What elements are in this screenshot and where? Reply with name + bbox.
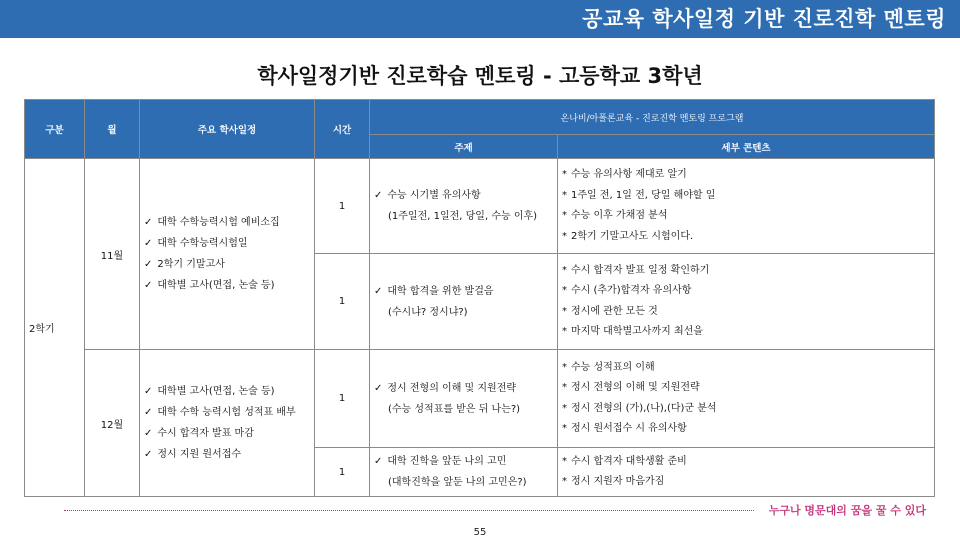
schedule-item: ✓ 대학별 고사(면접, 논술 등) — [144, 275, 310, 296]
topic-item: ✓ 대학 합격을 위한 발걸음 — [374, 281, 553, 302]
month-cell: 11월 — [85, 159, 140, 350]
header-program: 온나비/아폴론교육 - 진로진학 멘토링 프로그램 — [370, 100, 935, 135]
schedule-item: ✓ 수시 합격자 발표 마감 — [144, 423, 310, 444]
top-banner: 공교육 학사일정 기반 진로진학 멘토링 — [0, 0, 960, 38]
time-cell: 1 — [315, 448, 370, 497]
topic-subtext: (수능 성적표를 받은 뒤 나는?) — [388, 403, 521, 415]
header-time: 시간 — [315, 100, 370, 159]
footer-divider — [64, 510, 754, 511]
table-row — [25, 350, 935, 448]
details-cell — [558, 159, 935, 254]
schedule-cell — [140, 159, 315, 350]
schedule-item: ✓ 2학기 기말고사 — [144, 254, 310, 275]
detail-item: * 2학기 기말고사도 시험이다. — [562, 227, 930, 248]
details-cell — [558, 448, 935, 497]
detail-item: * 정시 전형의 이해 및 지원전략 — [562, 378, 930, 399]
detail-item: * 수시 합격자 발표 일정 확인하기 — [562, 261, 930, 282]
detail-item: * 수시 합격자 대학생활 준비 — [562, 452, 930, 473]
topic-item: ✓ 대학 진학을 앞둔 나의 고민 — [374, 451, 553, 472]
detail-item: * 정시에 관한 모든 것 — [562, 302, 930, 323]
schedule-cell — [140, 350, 315, 497]
header-division: 구분 — [25, 100, 85, 159]
schedule-item: ✓ 대학별 고사(면접, 논술 등) — [144, 381, 310, 402]
header-details: 세부 콘텐츠 — [558, 135, 935, 159]
topic-cell — [370, 448, 558, 497]
schedule-item: ✓ 대학 수학능력시험일 — [144, 233, 310, 254]
time-cell: 1 — [315, 159, 370, 254]
topic-cell — [370, 254, 558, 350]
footer-motto: 누구나 명문대의 꿈을 꿀 수 있다 — [768, 504, 926, 517]
time-cell: 1 — [315, 254, 370, 350]
table-row — [25, 159, 935, 254]
detail-item: * 정시 전형의 (가),(나),(다)군 분석 — [562, 399, 930, 420]
topic-item: ✓ 정시 전형의 이해 및 지원전략 — [374, 378, 553, 399]
header-month: 월 — [85, 100, 140, 159]
detail-item: * 수능 유의사항 제대로 알기 — [562, 165, 930, 186]
topic-cell — [370, 159, 558, 254]
schedule-item: ✓ 대학 수학 능력시험 성적표 배부 — [144, 402, 310, 423]
details-cell — [558, 350, 935, 448]
detail-item: * 정시 지원자 마음가짐 — [562, 472, 930, 493]
topic-item: ✓ 수능 시기별 유의사항 — [374, 185, 553, 206]
detail-item: * 정시 원서접수 시 유의사항 — [562, 419, 930, 440]
schedule-table — [24, 99, 935, 497]
page-title: 학사일정기반 진로학습 멘토링 - 고등학교 3학년 — [257, 64, 703, 88]
header-topic: 주제 — [370, 135, 558, 159]
time-cell: 1 — [315, 350, 370, 448]
topic-subtext: (수시냐? 정시냐?) — [388, 306, 468, 318]
topic-subtext: (1주일전, 1일전, 당일, 수능 이후) — [388, 211, 538, 222]
semester-cell: 2학기 — [25, 159, 85, 497]
detail-item: * 수능 성적표의 이해 — [562, 358, 930, 379]
details-cell — [558, 254, 935, 350]
page-number: 55 — [473, 527, 487, 538]
schedule-item: ✓ 대학 수학능력시험 예비소집 — [144, 212, 310, 233]
detail-item: * 수시 (추가)합격자 유의사항 — [562, 281, 930, 302]
detail-item: * 수능 이후 가채점 분석 — [562, 206, 930, 227]
detail-item: * 1주일 전, 1일 전, 당일 해야할 일 — [562, 186, 930, 207]
schedule-item: ✓ 정시 지원 원서접수 — [144, 444, 310, 465]
month-cell: 12월 — [85, 350, 140, 497]
topic-cell — [370, 350, 558, 448]
header-schedule: 주요 학사일정 — [140, 100, 315, 159]
detail-item: * 마지막 대학별고사까지 최선을 — [562, 322, 930, 343]
topic-subtext: (대학진학을 앞둔 나의 고민은?) — [388, 477, 527, 488]
